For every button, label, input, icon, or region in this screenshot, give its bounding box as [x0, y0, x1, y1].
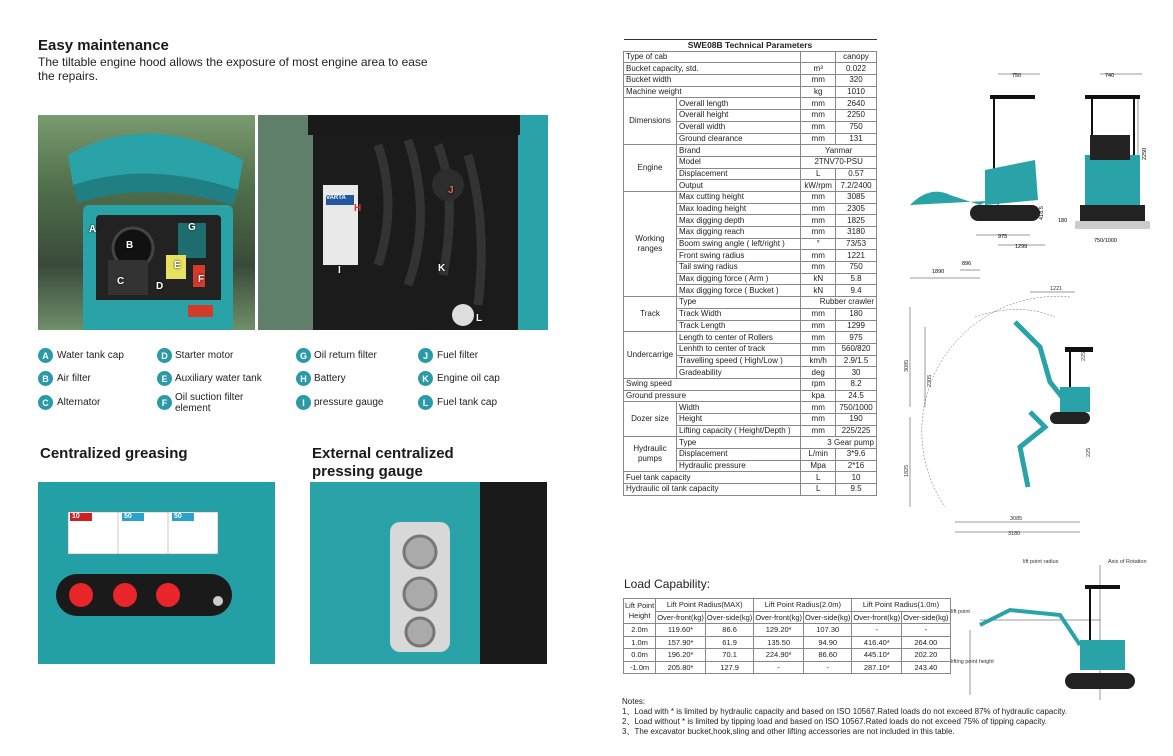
table-row: Output kW/rpm 7.2/2400 [624, 180, 877, 192]
table-row: Track Length mm 1299 [624, 320, 877, 332]
photo-label-e: E [174, 260, 181, 271]
grease-interval-1: 10 [72, 513, 80, 520]
legend-badge-h: H [296, 371, 311, 386]
photo-label-b: B [126, 240, 134, 251]
table-row: Max loading height mm 2305 [624, 203, 877, 215]
lifting-height-label: lifting point height [951, 659, 994, 665]
note-2: 2、Load without * is limited by tipping load and based on ISO 10567.Rated loads do not exceed 75% of tipping capacity. [622, 717, 1048, 726]
dim-1221: 1221 [1050, 286, 1063, 292]
table-row: 0.0m 196.20* 70.1 224.90* 86.60 445.10* 202.20 [624, 649, 951, 662]
photo-label-k: K [438, 263, 446, 274]
legend-label-f: Oil suction filter element [175, 392, 244, 414]
table-row: Lifting capacity ( Height/Depth ) mm 225/225 [624, 425, 877, 437]
lift-point-radius-label: lift point radius [1023, 559, 1059, 565]
gauge-graphic [310, 482, 547, 664]
greasing-title: Centralized greasing [40, 445, 188, 462]
dim-418: 418.5 [1039, 206, 1045, 220]
table-row: Fuel tank capacity L 10 [624, 472, 877, 484]
photo-label-h: H [354, 203, 362, 214]
note-1: 1、Load with * is limited by hydraulic capacity and based on ISO 10567.Rated loads do not exceed 87% of hydraulic capacity. [622, 707, 1068, 716]
dim-750-1000: 750/1000 [1094, 238, 1117, 244]
dim-2305: 2305 [927, 374, 933, 387]
legend-label-c: Alternator [57, 397, 101, 408]
legend-label-i: pressure gauge [314, 397, 384, 408]
grease-interval-2: 50 [124, 513, 132, 520]
load-title: Load Capability: [624, 577, 711, 591]
table-row: Machine weight kg 1010 [624, 86, 877, 98]
dim-1299: 1299 [1015, 244, 1028, 250]
engine-bay-graphic [38, 115, 255, 330]
table-row: Track Width mm 180 [624, 308, 877, 320]
table-row: Overall width mm 750 [624, 121, 877, 133]
legend-badge-a: A [38, 348, 53, 363]
table-row: Model 2TNV70-PSU [624, 156, 877, 168]
dim-3085-v: 3085 [904, 359, 910, 372]
table-row: Undercarrige Length to center of Rollers mm 975 [624, 332, 877, 344]
group-track: Track [624, 297, 677, 332]
legend-badge-c: C [38, 395, 53, 410]
legend-badge-e: E [157, 371, 172, 386]
dim-3085-h: 3085 [1010, 516, 1023, 522]
greasing-photo [38, 482, 275, 664]
table-row: Max digging reach mm 3180 [624, 227, 877, 239]
gauge-title-line1: External centralized [312, 445, 454, 462]
legend-badge-b: B [38, 371, 53, 386]
photo-label-a: A [89, 224, 97, 235]
table-row: -1.0m 205.80* 127.9 - - 287.10* 243.40 [624, 661, 951, 674]
table-row: Dimensions Overall length mm 2640 [624, 98, 877, 110]
legend-label-g: Oil return filter [314, 350, 377, 361]
legend-label-b: Air filter [57, 373, 91, 384]
table-row: Hydraulic oil tank capacity L 9.5 [624, 484, 877, 496]
header-lift-point: Lift Point Height [624, 599, 656, 624]
table-row: Gradeability deg 30 [624, 367, 877, 379]
legend-badge-d: D [157, 348, 172, 363]
table-row: Lift Point Height Lift Point Radius(MAX) Lift Point Radius(2.0m) Lift Point Radius(1.0m) [624, 599, 951, 612]
dim-180: 180 [1058, 218, 1068, 224]
photo-label-l: L [476, 313, 483, 324]
legend-badge-l: L [418, 395, 433, 410]
table-row: Displacement L 0.57 [624, 168, 877, 180]
table-row: Track Type Rubber crawler [624, 297, 877, 309]
axis-rotation-label: Axis of Rotation [1108, 559, 1147, 565]
side-panel-graphic [258, 115, 548, 330]
group-dozer: Dozer size [624, 402, 677, 437]
lift-drawing [950, 555, 1155, 705]
notes-title: Notes: [622, 697, 646, 706]
dim-896: 896 [962, 261, 972, 267]
table-row: Travelling speed ( High/Low ) km/h 2.9/1.5 [624, 355, 877, 367]
legend-label-l: Fuel tank cap [437, 397, 498, 408]
lift-point-label: lift point [951, 609, 970, 615]
table-row: Hydraulic pumps Type 3 Gear pump [624, 437, 877, 449]
table-row: Max digging depth mm 1825 [624, 215, 877, 227]
group-undercarriage: Undercarrige [624, 332, 677, 379]
table-row: Ground pressure kpa 24.5 [624, 390, 877, 402]
table-row: Bucket width mm 320 [624, 75, 877, 87]
table-row: Max digging force ( Bucket ) kN 9.4 [624, 285, 877, 297]
photo-label-i: I [338, 265, 341, 276]
dim-975: 975 [998, 234, 1008, 240]
table-row: Max digging force ( Arm ) kN 5.8 [624, 273, 877, 285]
legend-badge-g: G [296, 348, 311, 363]
legend-label-k: Engine oil cap [437, 373, 500, 384]
dim-750: 750 [1012, 73, 1022, 79]
photo-label-c: C [117, 276, 125, 287]
maintenance-desc-line1: The tiltable engine hood allows the exposure of most engine area to ease [38, 55, 428, 69]
photo-label-g: G [188, 222, 196, 233]
legend-badge-i: I [296, 395, 311, 410]
table-row: Front swing radius mm 1221 [624, 250, 877, 262]
legend-label-a: Water tank cap [57, 350, 124, 361]
gauge-photo [310, 482, 547, 664]
table-row: Height mm 190 [624, 414, 877, 426]
side-panel-photo [258, 115, 548, 330]
table-row: Displacement L/min 3*9.6 [624, 449, 877, 461]
group-dimensions: Dimensions [624, 98, 677, 145]
table-row: Overall height mm 2250 [624, 110, 877, 122]
dim-1825: 1825 [904, 464, 910, 477]
legend-badge-f: F [157, 395, 172, 410]
greasing-graphic [38, 482, 275, 664]
table-row: Bucket capacity, std. m³ 0.022 [624, 63, 877, 75]
table-row: Engine Brand Yanmar [624, 145, 877, 157]
dim-1890: 1890 [932, 269, 945, 275]
spec-title: SWE08B Technical Parameters [624, 40, 877, 52]
dim-225a: 225 [1081, 351, 1087, 361]
legend-badge-j: J [418, 348, 433, 363]
photo-label-d: D [156, 281, 164, 292]
gauge-title-line2: pressing gauge [312, 463, 423, 480]
engine-bay-photo [38, 115, 255, 330]
reach-drawing [900, 287, 1090, 537]
dim-740: 740 [1105, 73, 1115, 79]
legend-label-e: Auxiliary water tank [175, 373, 262, 384]
legend-label-j: Fuel filter [437, 350, 479, 361]
legend-badge-k: K [418, 371, 433, 386]
dim-2250: 2250 [1142, 147, 1148, 160]
table-row: Dozer size Width mm 750/1000 [624, 402, 877, 414]
maintenance-title: Easy maintenance [38, 37, 169, 54]
table-row: Working ranges Max cutting height mm 3085 [624, 191, 877, 203]
battery-brand: VARTA [326, 195, 346, 201]
table-row: 2.0m 119.60* 86.6 129.20* 107.30 - - [624, 624, 951, 637]
group-engine: Engine [624, 145, 677, 192]
grease-interval-3: 50 [174, 513, 182, 520]
legend-label-d: Starter motor [175, 350, 234, 361]
legend-label-h: Battery [314, 373, 346, 384]
dim-225b: 225 [1086, 447, 1092, 457]
table-row: Boom swing angle ( left/right ) ° 73/53 [624, 238, 877, 250]
spec-table [623, 39, 877, 496]
photo-label-j: J [448, 185, 454, 196]
table-row: Type of cab canopy [624, 51, 877, 63]
dim-3180: 3180 [1008, 531, 1021, 537]
table-row: Hydraulic pressure Mpa 2*16 [624, 460, 877, 472]
table-row: Swing speed rpm 8.2 [624, 378, 877, 390]
table-row: Ground clearance mm 131 [624, 133, 877, 145]
load-table [623, 598, 951, 674]
note-3: 3、The excavator bucket,hook,sling and other lifting accessories are not included in this table. [622, 727, 955, 736]
maintenance-desc-line2: the repairs. [38, 69, 99, 83]
table-row: Tail swing radius mm 750 [624, 262, 877, 274]
table-row: Lenhth to center of track mm 560/820 [624, 343, 877, 355]
table-row: 1.0m 157.90* 61.9 135.50 94.90 416.40* 264.00 [624, 636, 951, 649]
side-front-drawing [880, 60, 1170, 290]
table-row: Over-front(kg) Over-side(kg) Over-front(kg) Over-side(kg) Over-front(kg) Over-side(kg) [657, 612, 949, 622]
photo-label-f: F [198, 274, 205, 285]
group-working: Working ranges [624, 191, 677, 296]
group-hydraulic: Hydraulic pumps [624, 437, 677, 472]
